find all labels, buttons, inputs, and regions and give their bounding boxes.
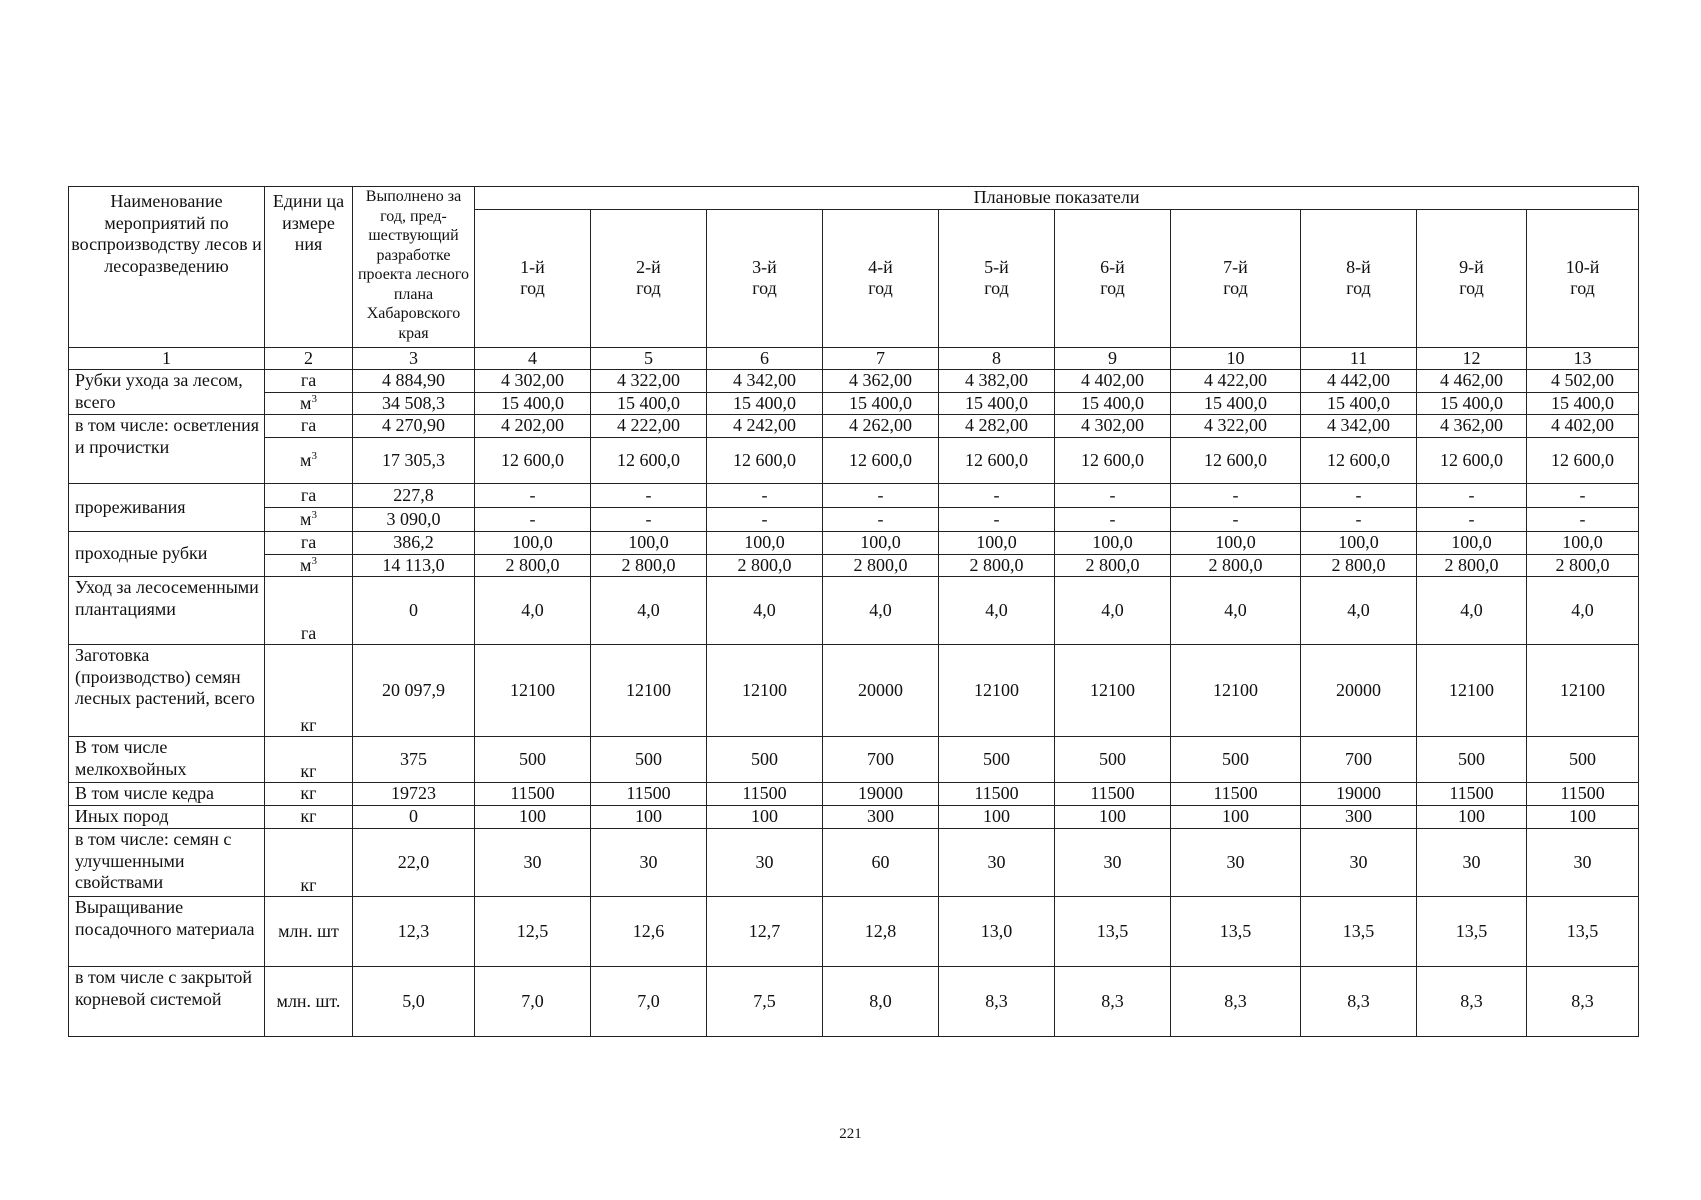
year-number: 2-й (636, 256, 661, 277)
value-cell: 4 402,00 (1527, 415, 1639, 438)
value-cell: 2 800,0 (591, 554, 707, 577)
value-cell: 100,0 (939, 531, 1055, 554)
value-cell: 700 (823, 737, 939, 783)
column-number: 4 (475, 347, 591, 370)
value-cell: 300 (1301, 806, 1417, 829)
done-cell: 227,8 (353, 483, 475, 507)
value-cell: 12,5 (475, 897, 591, 967)
value-cell: 12,6 (591, 897, 707, 967)
value-cell: 4,0 (475, 577, 591, 645)
table-row (69, 392, 1639, 415)
value-cell: 4,0 (1527, 577, 1639, 645)
year-number: 10-й (1565, 256, 1600, 277)
value-cell: 12 600,0 (1417, 437, 1527, 483)
value-cell: 500 (1171, 737, 1301, 783)
value-cell: 13,5 (1055, 897, 1171, 967)
reforestation-plan-table (68, 186, 1639, 1037)
value-cell: 100 (1171, 806, 1301, 829)
value-cell: 2 800,0 (823, 554, 939, 577)
value-cell: 100,0 (1527, 531, 1639, 554)
table-body (69, 370, 1639, 1037)
unit-cell: $м^3$ (265, 392, 353, 415)
value-cell: 7,0 (475, 967, 591, 1037)
value-cell: 2 800,0 (1301, 554, 1417, 577)
column-number-row (69, 347, 1639, 370)
value-cell: - (1171, 483, 1301, 507)
value-cell: 11500 (1527, 783, 1639, 806)
value-cell: - (707, 507, 823, 531)
value-cell: 15 400,0 (1417, 392, 1527, 415)
value-cell: 100,0 (591, 531, 707, 554)
value-cell: 4 302,00 (1055, 415, 1171, 438)
header-done: Выполнено за год, пред- шествующий разработке проекта лесного плана Хабаровского края (353, 187, 475, 348)
value-cell: 4,0 (1301, 577, 1417, 645)
value-cell: 4 342,00 (707, 370, 823, 393)
value-cell: 15 400,0 (1171, 392, 1301, 415)
row-label: Выращивание посадочного материала (69, 897, 265, 967)
value-cell: - (823, 483, 939, 507)
value-cell: 11500 (707, 783, 823, 806)
value-cell: 11500 (591, 783, 707, 806)
column-number: 11 (1301, 347, 1417, 370)
value-cell: 100,0 (1171, 531, 1301, 554)
table-row (69, 483, 1639, 507)
value-cell: 100,0 (1417, 531, 1527, 554)
table-row (69, 806, 1639, 829)
table-row (69, 370, 1639, 393)
table-row (69, 967, 1639, 1037)
value-cell: 2 800,0 (475, 554, 591, 577)
value-cell: - (591, 483, 707, 507)
value-cell: 30 (591, 829, 707, 897)
value-cell: 4 202,00 (475, 415, 591, 438)
value-cell: 4 462,00 (1417, 370, 1527, 393)
value-cell: 4,0 (1171, 577, 1301, 645)
value-cell: 4 242,00 (707, 415, 823, 438)
year-header (707, 209, 823, 347)
column-number: 6 (707, 347, 823, 370)
value-cell: 11500 (1171, 783, 1301, 806)
unit-cell: кг (265, 783, 353, 806)
value-cell: 500 (475, 737, 591, 783)
value-cell: 100 (1417, 806, 1527, 829)
done-cell: 14 113,0 (353, 554, 475, 577)
value-cell: 4 422,00 (1171, 370, 1301, 393)
value-cell: 30 (1055, 829, 1171, 897)
unit-cell: га (265, 577, 353, 645)
row-label: Заготовка (производство) семян лесных растений, всего (69, 645, 265, 737)
year-word: год (636, 278, 661, 299)
done-cell: 20 097,9 (353, 645, 475, 737)
value-cell: 4 402,00 (1055, 370, 1171, 393)
done-cell: 4 884,90 (353, 370, 475, 393)
value-cell: 100 (591, 806, 707, 829)
done-cell: 17 305,3 (353, 437, 475, 483)
row-label: Рубки ухода за лесом, всего (69, 370, 265, 415)
done-cell: 12,3 (353, 897, 475, 967)
value-cell: 500 (939, 737, 1055, 783)
value-cell: 15 400,0 (475, 392, 591, 415)
value-cell: 4,0 (1417, 577, 1527, 645)
value-cell: 4,0 (823, 577, 939, 645)
value-cell: 12,7 (707, 897, 823, 967)
value-cell: 100,0 (823, 531, 939, 554)
value-cell: 4 302,00 (475, 370, 591, 393)
value-cell: 4,0 (939, 577, 1055, 645)
value-cell: 4 322,00 (1171, 415, 1301, 438)
value-cell: - (707, 483, 823, 507)
value-cell: 12100 (475, 645, 591, 737)
done-cell: 22,0 (353, 829, 475, 897)
year-word: год (984, 278, 1009, 299)
value-cell: 12100 (1527, 645, 1639, 737)
unit-cell: га (265, 370, 353, 393)
value-cell: 700 (1301, 737, 1417, 783)
row-label: В том числе мелкохвойных (69, 737, 265, 783)
value-cell: 12100 (939, 645, 1055, 737)
unit-cell: кг (265, 645, 353, 737)
value-cell: 4 382,00 (939, 370, 1055, 393)
row-label: Иных пород (69, 806, 265, 829)
done-cell: 0 (353, 577, 475, 645)
value-cell: 2 800,0 (939, 554, 1055, 577)
value-cell: 30 (939, 829, 1055, 897)
value-cell: 4,0 (707, 577, 823, 645)
value-cell: 500 (591, 737, 707, 783)
page-number: 221 (839, 1126, 862, 1142)
value-cell: 8,3 (1171, 967, 1301, 1037)
value-cell: 12 600,0 (591, 437, 707, 483)
value-cell: 8,3 (1301, 967, 1417, 1037)
year-header (1055, 209, 1171, 347)
header-plan: Плановые показатели (475, 187, 1639, 210)
value-cell: 8,3 (939, 967, 1055, 1037)
done-cell: 0 (353, 806, 475, 829)
value-cell: 12 600,0 (1055, 437, 1171, 483)
row-label: в том числе: осветления и прочистки (69, 415, 265, 484)
year-word: год (1459, 278, 1484, 299)
header-unit: Едини ца измере ния (265, 187, 353, 348)
value-cell: 11500 (939, 783, 1055, 806)
done-cell: 386,2 (353, 531, 475, 554)
value-cell: 500 (1055, 737, 1171, 783)
value-cell: 12 600,0 (707, 437, 823, 483)
row-label: прореживания (69, 483, 265, 531)
value-cell: - (475, 507, 591, 531)
column-number: 1 (69, 347, 265, 370)
year-number: 5-й (984, 256, 1009, 277)
value-cell: - (1055, 507, 1171, 531)
value-cell: 100 (707, 806, 823, 829)
table-row (69, 531, 1639, 554)
value-cell: 13,5 (1527, 897, 1639, 967)
value-cell: 7,0 (591, 967, 707, 1037)
column-number: 7 (823, 347, 939, 370)
value-cell: 12100 (707, 645, 823, 737)
value-cell: 12 600,0 (1171, 437, 1301, 483)
year-number: 1-й (520, 256, 545, 277)
value-cell: 11500 (475, 783, 591, 806)
value-cell: 30 (1527, 829, 1639, 897)
year-header (591, 209, 707, 347)
column-number: 12 (1417, 347, 1527, 370)
unit-cell: $м^3$ (265, 554, 353, 577)
year-header (475, 209, 591, 347)
value-cell: - (1417, 507, 1527, 531)
value-cell: 2 800,0 (1417, 554, 1527, 577)
table-header (69, 187, 1639, 370)
value-cell: 4 362,00 (823, 370, 939, 393)
value-cell: 2 800,0 (1055, 554, 1171, 577)
row-label: Уход за лесосеменными плантациями (69, 577, 265, 645)
value-cell: 15 400,0 (823, 392, 939, 415)
value-cell: - (1417, 483, 1527, 507)
value-cell: 12 600,0 (939, 437, 1055, 483)
value-cell: 12 600,0 (475, 437, 591, 483)
value-cell: - (591, 507, 707, 531)
year-number: 3-й (752, 256, 777, 277)
value-cell: 8,0 (823, 967, 939, 1037)
year-word: год (868, 278, 893, 299)
year-number: 7-й (1223, 256, 1248, 277)
unit-cell: $м^3$ (265, 507, 353, 531)
value-cell: 300 (823, 806, 939, 829)
unit-cell: $м^3$ (265, 437, 353, 483)
year-header (1171, 209, 1301, 347)
unit-cell: га (265, 531, 353, 554)
value-cell: 12 600,0 (823, 437, 939, 483)
year-word: год (1100, 278, 1125, 299)
value-cell: 30 (1301, 829, 1417, 897)
row-label: в том числе: семян с улучшенными свойствами (69, 829, 265, 897)
value-cell: 19000 (823, 783, 939, 806)
unit-cell: кг (265, 737, 353, 783)
value-cell: 15 400,0 (707, 392, 823, 415)
value-cell: 12100 (591, 645, 707, 737)
unit-cell: га (265, 415, 353, 438)
value-cell: 12,8 (823, 897, 939, 967)
column-number: 8 (939, 347, 1055, 370)
table-row (69, 554, 1639, 577)
value-cell: - (939, 483, 1055, 507)
value-cell: 7,5 (707, 967, 823, 1037)
value-cell: 100 (1055, 806, 1171, 829)
value-cell: 4 222,00 (591, 415, 707, 438)
value-cell: 100 (475, 806, 591, 829)
value-cell: 8,3 (1055, 967, 1171, 1037)
value-cell: 500 (1417, 737, 1527, 783)
table-row (69, 829, 1639, 897)
row-label: проходные рубки (69, 531, 265, 576)
value-cell: - (1301, 507, 1417, 531)
value-cell: - (939, 507, 1055, 531)
table-row (69, 437, 1639, 483)
year-number: 8-й (1346, 256, 1371, 277)
value-cell: 15 400,0 (1055, 392, 1171, 415)
done-cell: 3 090,0 (353, 507, 475, 531)
value-cell: 4 442,00 (1301, 370, 1417, 393)
value-cell: 15 400,0 (591, 392, 707, 415)
value-cell: 60 (823, 829, 939, 897)
value-cell: 100,0 (707, 531, 823, 554)
year-word: год (752, 278, 777, 299)
year-header (939, 209, 1055, 347)
year-number: 4-й (868, 256, 893, 277)
unit-cell: млн. шт. (265, 967, 353, 1037)
year-word: год (520, 278, 545, 299)
table-row (69, 783, 1639, 806)
value-cell: 30 (707, 829, 823, 897)
table-row (69, 507, 1639, 531)
column-number: 2 (265, 347, 353, 370)
unit-cell: кг (265, 829, 353, 897)
value-cell: 11500 (1055, 783, 1171, 806)
value-cell: 100 (939, 806, 1055, 829)
year-word: год (1346, 278, 1371, 299)
value-cell: 12100 (1055, 645, 1171, 737)
column-number: 13 (1527, 347, 1639, 370)
year-word: год (1223, 278, 1248, 299)
value-cell: 2 800,0 (1527, 554, 1639, 577)
value-cell: 4 362,00 (1417, 415, 1527, 438)
value-cell: - (1171, 507, 1301, 531)
value-cell: 11500 (1417, 783, 1527, 806)
value-cell: - (1055, 483, 1171, 507)
value-cell: 30 (475, 829, 591, 897)
done-cell: 375 (353, 737, 475, 783)
unit-cell: га (265, 483, 353, 507)
value-cell: 13,5 (1417, 897, 1527, 967)
year-header (1417, 209, 1527, 347)
value-cell: 13,5 (1171, 897, 1301, 967)
header-name: Наименование мероприятий по воспроизводству лесов и лесоразведению (69, 187, 265, 348)
value-cell: - (1301, 483, 1417, 507)
row-label: в том числе с закрытой корневой системой (69, 967, 265, 1037)
value-cell: 4,0 (1055, 577, 1171, 645)
value-cell: 4 282,00 (939, 415, 1055, 438)
value-cell: 2 800,0 (1171, 554, 1301, 577)
value-cell: 100,0 (475, 531, 591, 554)
done-cell: 5,0 (353, 967, 475, 1037)
value-cell: 2 800,0 (707, 554, 823, 577)
year-header (1301, 209, 1417, 347)
year-number: 9-й (1459, 256, 1484, 277)
column-number: 3 (353, 347, 475, 370)
value-cell: 100,0 (1055, 531, 1171, 554)
value-cell: - (823, 507, 939, 531)
value-cell: 100 (1527, 806, 1639, 829)
value-cell: 20000 (823, 645, 939, 737)
value-cell: 19000 (1301, 783, 1417, 806)
value-cell: 4 502,00 (1527, 370, 1639, 393)
unit-cell: кг (265, 806, 353, 829)
table-row (69, 897, 1639, 967)
value-cell: 8,3 (1417, 967, 1527, 1037)
value-cell: 12100 (1417, 645, 1527, 737)
value-cell: 100,0 (1301, 531, 1417, 554)
table-row (69, 415, 1639, 438)
value-cell: 4 322,00 (591, 370, 707, 393)
year-header (823, 209, 939, 347)
value-cell: 500 (1527, 737, 1639, 783)
column-number: 5 (591, 347, 707, 370)
unit-cell: млн. шт (265, 897, 353, 967)
value-cell: 15 400,0 (1527, 392, 1639, 415)
value-cell: 30 (1417, 829, 1527, 897)
year-number: 6-й (1100, 256, 1125, 277)
table-row (69, 577, 1639, 645)
value-cell: 4 342,00 (1301, 415, 1417, 438)
done-cell: 4 270,90 (353, 415, 475, 438)
value-cell: 500 (707, 737, 823, 783)
value-cell: 12100 (1171, 645, 1301, 737)
value-cell: 13,0 (939, 897, 1055, 967)
value-cell: 8,3 (1527, 967, 1639, 1037)
value-cell: 15 400,0 (939, 392, 1055, 415)
value-cell: 15 400,0 (1301, 392, 1417, 415)
table-row (69, 645, 1639, 737)
value-cell: - (1527, 507, 1639, 531)
column-number: 9 (1055, 347, 1171, 370)
done-cell: 34 508,3 (353, 392, 475, 415)
value-cell: 20000 (1301, 645, 1417, 737)
year-header (1527, 209, 1639, 347)
row-label: В том числе кедра (69, 783, 265, 806)
year-word: год (1570, 278, 1595, 299)
done-cell: 19723 (353, 783, 475, 806)
table-row (69, 737, 1639, 783)
value-cell: 4 262,00 (823, 415, 939, 438)
value-cell: 30 (1171, 829, 1301, 897)
value-cell: - (1527, 483, 1639, 507)
value-cell: 13,5 (1301, 897, 1417, 967)
value-cell: 4,0 (591, 577, 707, 645)
value-cell: 12 600,0 (1527, 437, 1639, 483)
value-cell: - (475, 483, 591, 507)
column-number: 10 (1171, 347, 1301, 370)
value-cell: 12 600,0 (1301, 437, 1417, 483)
